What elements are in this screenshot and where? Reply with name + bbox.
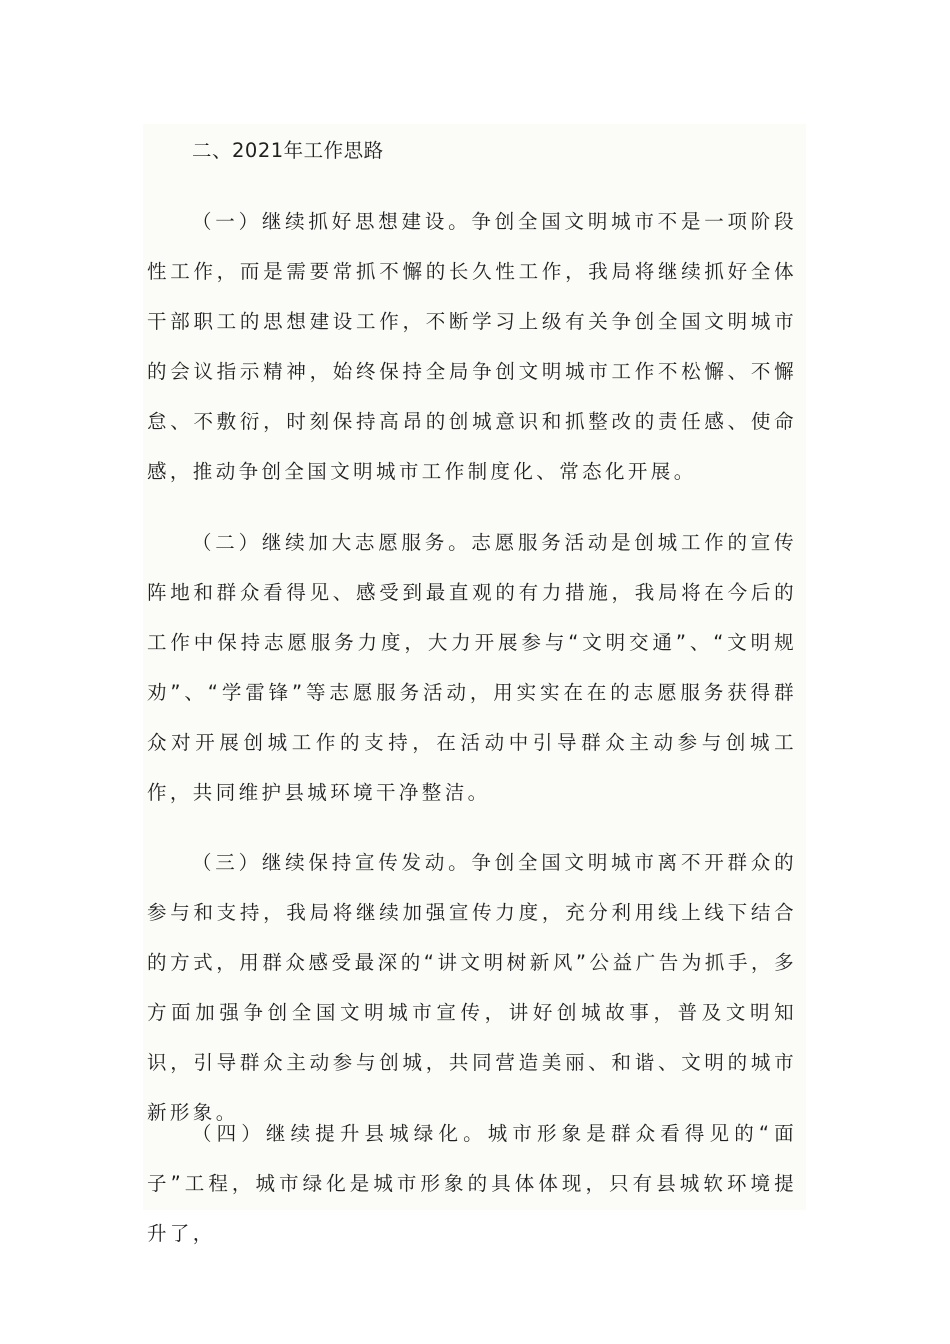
paragraph-4: （四）继续提升县城绿化。城市形象是群众看得见的“面子”工程，城市绿化是城市形象的具体体现，只有县城软环境提升了， (147, 1122, 797, 1245)
paragraph-2: （二）继续加大志愿服务。志愿服务活动是创城工作的宣传阵地和群众看得见、感受到最直观的有力措施，我局将在今后的工作中保持志愿服务力度，大力开展参与“文明交通”、“文明规劝”、“学雷锋”等志愿服务活动，用实实在在的志愿服务获得群众对开展创城工作的支持，在活动中引导群众主动参与创城工作，共同维护县城环境干净整洁。 (147, 531, 797, 804)
document-page (143, 124, 806, 1245)
paragraph-3: （三）继续保持宣传发动。争创全国文明城市离不开群众的参与和支持，我局将继续加强宣传力度，充分利用线上线下结合的方式，用群众感受最深的“讲文明树新风”公益广告为抓手，多方面加强争创全国文明城市宣传，讲好创城故事，普及文明知识，引导群众主动参与创城，共同营造美丽、和谐、文明的城市新形象。 (147, 851, 797, 1124)
section-heading: 二、2021年工作思路 (192, 139, 384, 162)
paragraph-1: （一）继续抓好思想建设。争创全国文明城市不是一项阶段性工作，而是需要常抓不懈的长久性工作，我局将继续抓好全体干部职工的思想建设工作，不断学习上级有关争创全国文明城市的会议指示精神，始终保持全局争创文明城市工作不松懈、不懈怠、不敷衍，时刻保持高昂的创城意识和抓整改的责任感、使命感，推动争创全国文明城市工作制度化、常态化开展。 (147, 210, 797, 483)
